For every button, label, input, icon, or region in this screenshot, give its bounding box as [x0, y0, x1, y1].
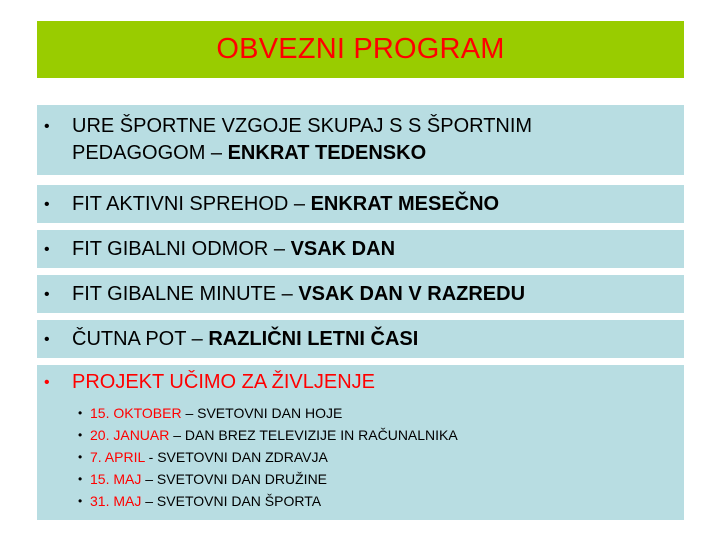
bullet-icon: •	[44, 286, 50, 303]
bullet-icon: •	[78, 450, 83, 464]
bullet-icon: •	[78, 428, 83, 442]
event-date: 7. APRIL	[90, 449, 145, 465]
item-frequency: ENKRAT MESEČNO	[310, 193, 500, 215]
list-item	[37, 490, 684, 512]
event-name: - SVETOVNI DAN ZDRAVJA	[144, 449, 328, 465]
list-item	[37, 446, 684, 468]
item-frequency: RAZLIČNI LETNI ČASI	[208, 328, 419, 350]
bullet-icon: •	[44, 374, 50, 391]
project-heading-line	[37, 369, 684, 396]
item-text: PEDAGOGOM –	[72, 142, 228, 164]
list-item	[37, 402, 684, 424]
item-text: FIT GIBALNI ODMOR –	[72, 238, 291, 260]
bullet-icon: •	[78, 494, 83, 508]
item-text: FIT GIBALNE MINUTE –	[72, 283, 299, 305]
program-item-sports-lessons	[37, 105, 684, 175]
program-item-fit-walk	[37, 185, 684, 223]
project-heading: PROJEKT UČIMO ZA ŽIVLJENJE	[72, 371, 376, 393]
item-line	[37, 191, 684, 218]
event-name: – DAN BREZ TELEVIZIJE IN RAČUNALNIKA	[169, 427, 458, 443]
program-item-fit-minutes	[37, 275, 684, 313]
bullet-icon: •	[44, 118, 50, 135]
item-frequency: VSAK DAN	[290, 238, 396, 260]
list-item	[37, 468, 684, 490]
bullet-icon: •	[78, 406, 83, 420]
item-text: ČUTNA POT –	[72, 328, 209, 350]
item-line	[37, 236, 684, 263]
item-text: URE ŠPORTNE VZGOJE SKUPAJ S S ŠPORTNIM	[72, 115, 533, 137]
item-line	[37, 113, 684, 140]
bullet-icon: •	[78, 472, 83, 486]
item-line	[37, 326, 684, 353]
item-frequency: VSAK DAN V RAZREDU	[298, 283, 526, 305]
title-bar	[37, 21, 684, 78]
project-days-list	[37, 402, 684, 512]
program-item-fit-break	[37, 230, 684, 268]
event-date: 31. MAJ	[90, 493, 142, 509]
page-title: OBVEZNI PROGRAM	[216, 33, 505, 65]
event-name: – SVETOVNI DAN DRUŽINE	[141, 471, 328, 487]
event-date: 20. JANUAR	[90, 427, 170, 443]
program-item-project	[37, 365, 684, 520]
item-line-continued	[37, 140, 684, 167]
bullet-icon: •	[44, 241, 50, 258]
item-text: FIT AKTIVNI SPREHOD –	[72, 193, 311, 215]
event-date: 15. MAJ	[90, 471, 142, 487]
item-frequency: ENKRAT TEDENSKO	[227, 142, 427, 164]
program-item-sensory-path	[37, 320, 684, 358]
event-name: – SVETOVNI DAN ŠPORTA	[141, 493, 322, 509]
bullet-icon: •	[44, 331, 50, 348]
event-name: – SVETOVNI DAN HOJE	[181, 405, 343, 421]
event-date: 15. OKTOBER	[90, 405, 182, 421]
list-item	[37, 424, 684, 446]
item-line	[37, 281, 684, 308]
bullet-icon: •	[44, 196, 50, 213]
